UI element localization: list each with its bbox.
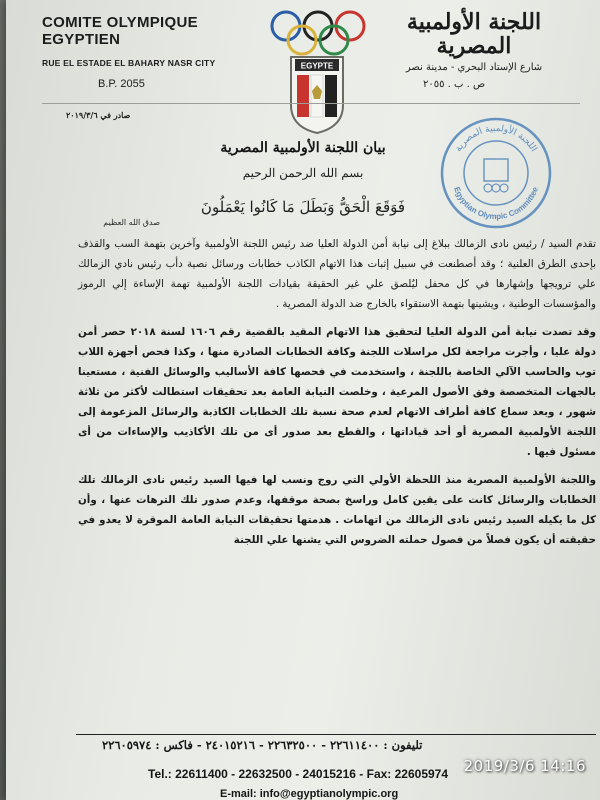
statement-body bbox=[78, 234, 596, 558]
footer-divider bbox=[76, 734, 596, 735]
letterhead-french-po: B.P. 2055 bbox=[98, 78, 145, 90]
letterhead-french-title: COMITE OLYMPIQUE EGYPTIEN bbox=[42, 14, 198, 48]
photo-timestamp: 2019/3/6 14:16 bbox=[463, 757, 586, 775]
paragraph-3: واللجنة الأولمبية المصرية منذ اللحظة الأولي التي روج ونسب لها فيها السيد رئيس نادى الزمالك تلك الخطابات والرسائل كانت على يقين كامل وراسخ بصحة موقفها، وعدم صدور تلك الترهات عنها ، وأن كل ما يكيله السيد رئيس نادى الزمالك من اتهامات . هدمتها تحقيقات النيابة العامة الموقرة لا يعدو في حقيقته أن يكون فصلاً من فصول حملته الضروس التي يشنها علي اللجنة bbox=[78, 474, 596, 546]
letterhead-french bbox=[42, 14, 242, 90]
quran-verse: فَوَقَعَ الْحَقُّ وَبَطَلَ مَا كَانُوا يَعْمَلُونَ bbox=[200, 198, 406, 216]
letterhead-french-address: RUE EL ESTADE EL BAHARY NASR CITY bbox=[42, 58, 216, 68]
footer-email: E-mail: info@egyptianolympic.org bbox=[220, 788, 399, 800]
letterhead-arabic-title: اللجنة الأولمبية المصرية bbox=[406, 9, 542, 60]
paragraph-1: تقدم السيد / رئيس نادى الزمالك ببلاغ إلى نيابة أمن الدولة العليا ضد رئيس اللجنة الأولمبية وآخرين بتهمة السب والقذف بإحدى الطرق العلنية ؛ وقد أصطنعت في سبيل إثبات هذا الاتهام الكاذب خطابات ورسائل نصية دأب رئيس نادي الزمالك علي ترويجها وإشهارها في كل محفل ليُلصق علي غير الحقيقة بقيادات اللجنة الأولمبية تهمة الإساءة إلي الرموز والمؤسسات الوطنية ، ويشينها بتهمة الاستقواء بالخارج ضد الدولة المصرية . bbox=[78, 238, 596, 310]
stamp-arabic-text: اللجنة الأولمبية المصرية bbox=[453, 123, 539, 154]
header-divider bbox=[42, 103, 580, 104]
letterhead-arabic-po: ص . ب . ٢٠٥٥ bbox=[422, 79, 486, 91]
letterhead-arabic-address: شارع الإستاد البحري - مدينة نصر bbox=[405, 62, 543, 74]
shield-label: EGYPTE bbox=[300, 61, 334, 71]
egypt-olympic-shield-icon bbox=[289, 55, 345, 135]
letter-page bbox=[6, 0, 600, 800]
statement-title: بيان اللجنة الأولمبية المصرية bbox=[220, 140, 386, 156]
olympic-rings-icon bbox=[268, 8, 368, 58]
footer-english-phones: Tel.: 22611400 - 22632500 - 24015216 - Fax: 22605974 bbox=[148, 767, 449, 781]
quran-attribution: صدق الله العظيم bbox=[103, 218, 160, 227]
bismillah-line: بسم الله الرحمن الرحيم bbox=[242, 166, 364, 180]
stamp-english-text: Egyptian Olympic Committee bbox=[452, 185, 540, 222]
issue-date: صادر في ٢٠١٩/٣/٦ bbox=[66, 110, 131, 120]
letterhead-arabic bbox=[374, 10, 574, 90]
paragraph-2: وقد تصدت نيابة أمن الدولة العليا لتحقيق هذا الاتهام المقيد بالقضية رقم ١٦٠٦ لسنة ٢٠١٨ حصر أمن دولة عليا ، وأجرت مراجعة لكل مراسلات اللجنة وكافة الخطابات الصادرة منها ، وكذا فحص أجهزة اللاب توب والحاسب الآلي الخاصة باللجنة ، واستخدمت في فحصها كافة الأساليب والوسائل الفنية ، مستعينا بالجهات المتخصصة وفق الأصول المرعية ، وخلصت النيابة العامة بعد تحقيقات استطالت لأكثر من ثلاثة شهور ، وبعد سماع كافة أطراف الاتهام لعدم صحة نسبة تلك الخطابات الكاذبة والرسائل المزعومة إلى اللجنة الأولمبية المصرية أو أحد قياداتها ، والقطع بعد صدور أى من تلك الأكاذيب والإساءات من أى مسئول فيها . bbox=[78, 326, 596, 458]
footer-arabic-phones: تليفون : ٢٢٦١١٤٠٠ - ٢٢٦٣٢٥٠٠ - ٢٤٠١٥٢١٦ - فاكس : ٢٢٦٠٥٩٧٤ bbox=[102, 738, 423, 752]
